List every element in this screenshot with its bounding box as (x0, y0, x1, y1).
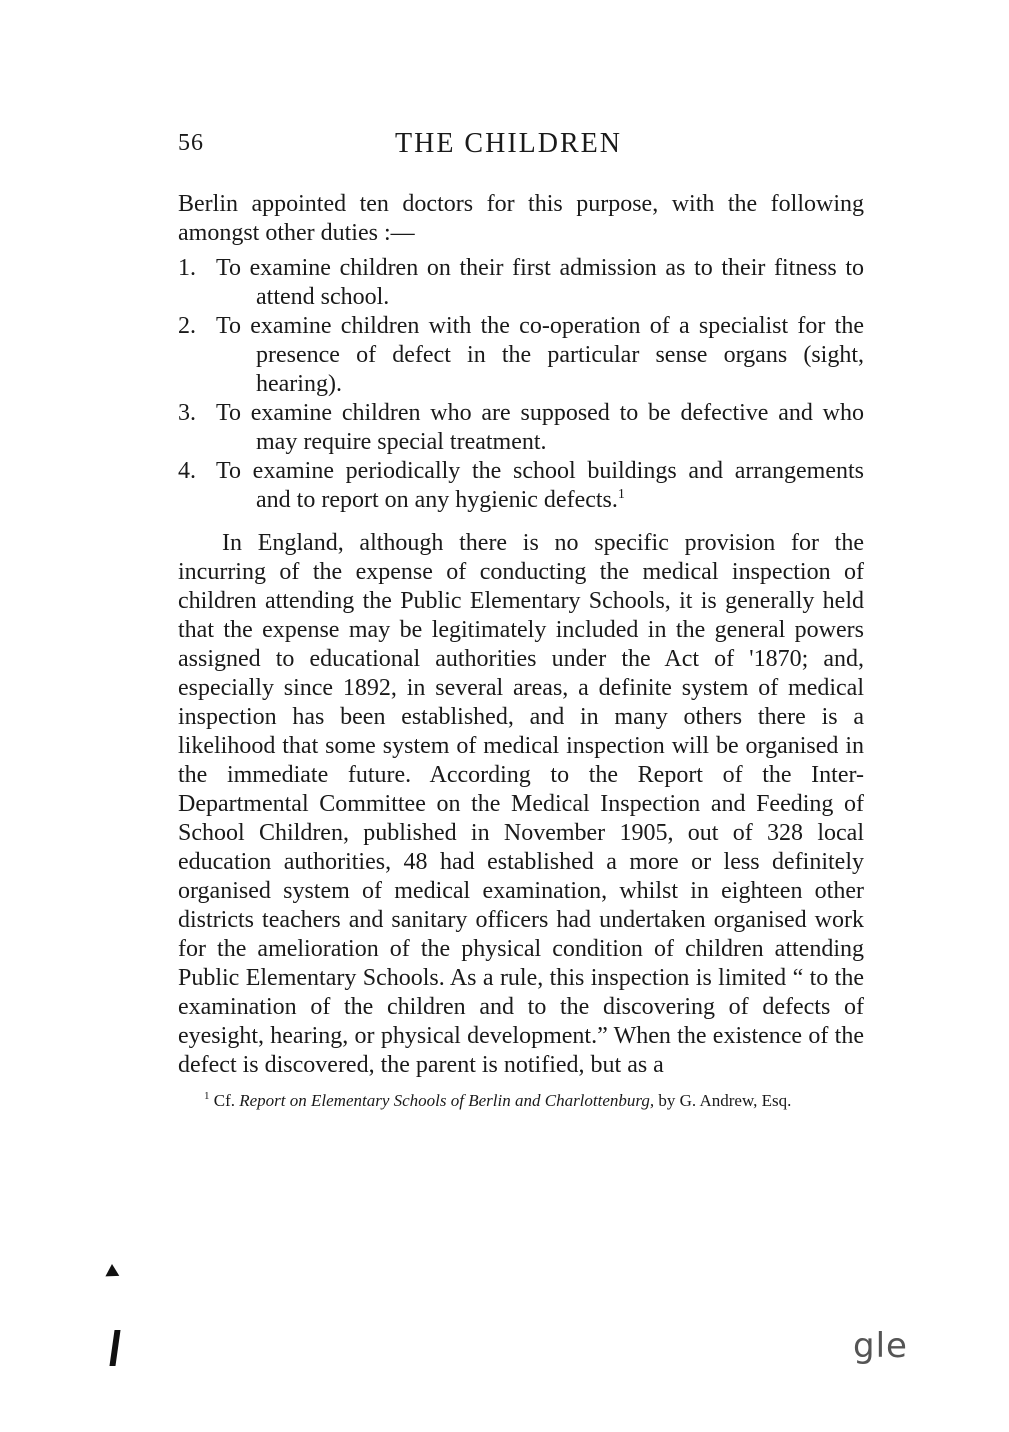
margin-marker-triangle-icon (105, 1264, 122, 1282)
list-item-number: 4. (178, 458, 196, 484)
list-item (178, 254, 864, 312)
list-item (178, 457, 864, 515)
footnote-reference: 1 (617, 487, 625, 502)
list-item-number: 2. (178, 313, 196, 339)
page-number: 56 (178, 130, 204, 156)
scan-watermark: gle (853, 1326, 908, 1366)
main-paragraph: In England, although there is no specific provision for the incurring of the expense of conducting the medical inspection of children attending the Public Elementary Schools, it is generally held that the expense may be legitimately included in the general powers assigned to educational authorities under the Act of '1870; and, especially since 1892, in several areas, a definite system of medical inspection has been established, and in many others there is a likelihood that some system of medical inspection will be organised in the immediate future. According to the Report of the Inter-Departmental Committee on the Medical Inspection and Feeding of School Children, published in November 1905, out of 328 local education authorities, 48 had established a more or less definitely organised system of medical examination, whilst in eighteen other districts teachers and sanitary officers had undertaken organised work for the amelioration of the physical condition of children attending Public Elementary Schools. As a rule, this inspection is limited “ to the examination of the children and to the discovering of defects of eyesight, hearing, or physical development.” When the existence of the defect is discovered, the parent is notified, but as a (178, 530, 864, 1078)
intro-sentence: Berlin appointed ten doctors for this purpose, with the following amongst other duties :— (178, 191, 864, 246)
list-item-text: To examine children who are supposed to be defective and who may require special treatment. (216, 400, 864, 455)
margin-marker-slash-icon (109, 1330, 120, 1366)
duties-list (178, 254, 864, 515)
footnote-mark: 1 (204, 1090, 210, 1103)
list-item (178, 399, 864, 457)
footnote (178, 1090, 864, 1112)
list-item (178, 312, 864, 399)
list-item-number: 1. (178, 255, 196, 281)
page-header (178, 128, 864, 172)
list-item-text: To examine periodically the school buildings and arrangements and to report on any hygienic defects. (216, 458, 864, 513)
body-text (178, 190, 864, 1112)
book-page (178, 128, 864, 1112)
list-item-text: To examine children with the co-operation of a specialist for the presence of defect in the particular sense organs (sight, hearing). (216, 313, 864, 397)
running-title: THE CHILDREN (395, 128, 622, 159)
footnote-prefix: Cf. (213, 1091, 235, 1110)
list-item-text: To examine children on their first admission as to their fitness to attend school. (216, 255, 864, 310)
footnote-suffix: by G. Andrew, Esq. (658, 1091, 792, 1110)
footnote-title: Report on Elementary Schools of Berlin and Charlottenburg, (239, 1091, 655, 1110)
list-item-number: 3. (178, 400, 196, 426)
